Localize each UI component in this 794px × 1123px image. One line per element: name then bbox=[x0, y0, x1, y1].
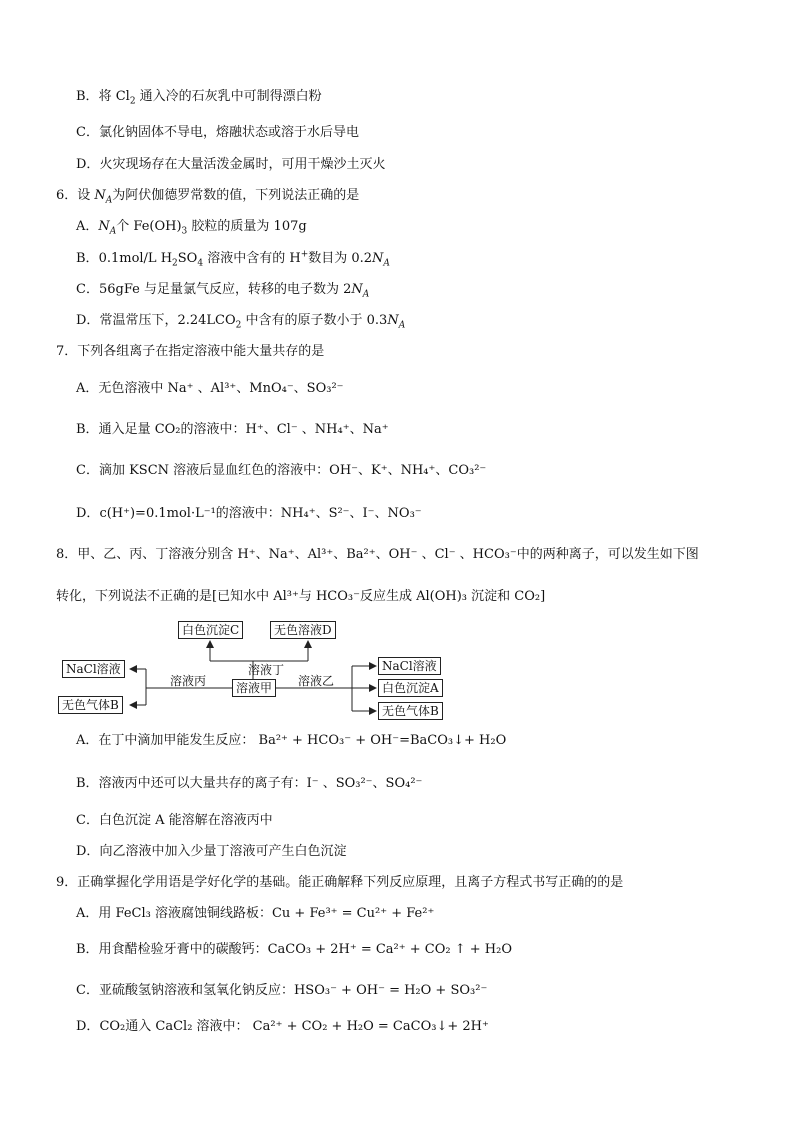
label-sol-bing: 溶液丙 bbox=[170, 674, 207, 688]
q6-option-a: A．$N_A$个 $Fe(OH)_3$ 胶粒的质量为 107g bbox=[76, 219, 307, 237]
box-nacl-right: NaCl溶液 bbox=[378, 657, 441, 675]
q8-option-c: C．白色沉淀 A 能溶解在溶液丙中 bbox=[76, 813, 273, 828]
q6-option-d: D．常温常压下，$2.24LCO_2$ 中含有的原子数小于 $0.3N_A$ bbox=[76, 313, 406, 331]
q9-option-d: D．CO₂通入 CaCl₂ 溶液中： Ca²⁺ + CO₂ + H₂O = CaCO₃↓+ 2H⁺ bbox=[76, 1019, 489, 1034]
label-sol-ding: 溶液丁 bbox=[248, 663, 285, 677]
box-gas-b-right: 无色气体B bbox=[378, 702, 443, 720]
q5-option-d: D．火灾现场存在大量活泼金属时，可用干燥沙土灭火 bbox=[76, 157, 386, 172]
box-white-ppt-a: 白色沉淀A bbox=[378, 679, 443, 697]
q8-stem-line1: 8．甲、乙、丙、丁溶液分别含 H⁺、Na⁺、Al³⁺、Ba²⁺、OH⁻ 、Cl⁻ 、HCO₃⁻中的两种离子，可以发生如下图 bbox=[56, 547, 699, 562]
q5-option-b: B．将 $Cl_2$ 通入冷的石灰乳中可制得漂白粉 bbox=[76, 89, 322, 107]
q5-option-c: C．氯化钠固体不导电，熔融状态或溶于水后导电 bbox=[76, 125, 359, 140]
q9-option-c: C．亚硫酸氢钠溶液和氢氧化钠反应：HSO₃⁻ + OH⁻ = H₂O + SO₃²⁻ bbox=[76, 983, 488, 998]
label-sol-yi: 溶液乙 bbox=[298, 674, 335, 688]
box-nacl-left: NaCl溶液 bbox=[62, 660, 125, 678]
q8-option-a: A．在丁中滴加甲能发生反应： Ba²⁺ + HCO₃⁻ + OH⁻=BaCO₃↓+ H₂O bbox=[76, 733, 507, 748]
q7-option-b: B．通入足量 CO₂的溶液中：H⁺、Cl⁻ 、NH₄⁺、Na⁺ bbox=[76, 422, 389, 437]
q8-option-d: D．向乙溶液中加入少量丁溶液可产生白色沉淀 bbox=[76, 844, 347, 859]
q7-stem: 7．下列各组离子在指定溶液中能大量共存的是 bbox=[56, 344, 325, 359]
q8-flow-diagram bbox=[58, 617, 458, 721]
q8-option-b: B．溶液丙中还可以大量共存的离子有：I⁻ 、SO₃²⁻、SO₄²⁻ bbox=[76, 776, 423, 791]
q6-stem: 6．设 $N_A$为阿伏伽德罗常数的值，下列说法正确的是 bbox=[56, 188, 360, 206]
q6-option-b: B．0.1mol/L $H_2SO_4$ 溶液中含有的 H+数目为 $0.2N_A$ bbox=[76, 249, 390, 269]
q8-stem-line2: 转化，下列说法不正确的是[已知水中 Al³⁺与 HCO₃⁻反应生成 Al(OH)₃ 沉淀和 CO₂] bbox=[56, 589, 546, 604]
box-gas-b-left: 无色气体B bbox=[58, 696, 123, 714]
q6-option-c: C．56gFe 与足量氯气反应，转移的电子数为 $2N_A$ bbox=[76, 282, 370, 300]
q9-option-a: A．用 FeCl₃ 溶液腐蚀铜线路板：Cu + Fe³⁺ = Cu²⁺ + Fe²⁺ bbox=[76, 906, 435, 921]
box-sol-jia: 溶液甲 bbox=[232, 679, 276, 697]
box-colorless-sol-d: 无色溶液D bbox=[270, 621, 336, 639]
q7-option-d: D．c(H⁺)=0.1mol·L⁻¹的溶液中：NH₄⁺、S²⁻、I⁻、NO₃⁻ bbox=[76, 506, 422, 521]
q9-option-b: B．用食醋检验牙膏中的碳酸钙：CaCO₃ + 2H⁺ = Ca²⁺ + CO₂ ↑ + H₂O bbox=[76, 942, 512, 957]
q9-stem: 9．正确掌握化学用语是学好化学的基础。能正确解释下列反应原理，且离子方程式书写正确的的是 bbox=[56, 875, 624, 890]
box-white-ppt-c: 白色沉淀C bbox=[178, 621, 243, 639]
q7-option-c: C．滴加 KSCN 溶液后显血红色的溶液中：OH⁻、K⁺、NH₄⁺、CO₃²⁻ bbox=[76, 463, 487, 478]
q7-option-a: A．无色溶液中 Na⁺ 、Al³⁺、MnO₄⁻、SO₃²⁻ bbox=[76, 381, 344, 396]
